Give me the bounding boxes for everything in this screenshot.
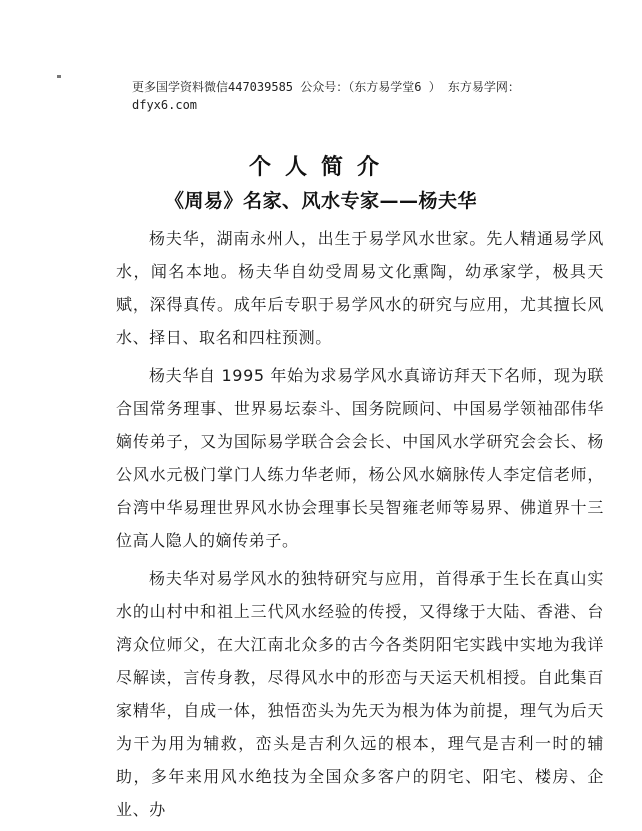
body-text <box>116 222 604 831</box>
header-note-line-1: 更多国学资料微信447039585 公众号：（东方易学堂6 ） 东方易学网： <box>132 80 520 94</box>
scan-mark <box>57 75 61 78</box>
header-note-line-2: dfyx6.com <box>132 98 198 112</box>
paragraph: 杨夫华，湖南永州人，出生于易学风水世家。先人精通易学风水，闻名本地。杨夫华自幼受周易文化熏陶，幼承家学，极具天赋，深得真传。成年后专职于易学风水的研究与应用，尤其擅长风水、择日、取名和四柱预测。 <box>116 229 604 347</box>
page-subtitle: 《周易》名家、风水专家——杨夫华 <box>164 190 477 212</box>
paragraph: 杨夫华对易学风水的独特研究与应用，首得承于生长在真山实水的山村中和祖上三代风水经验的传授，又得缘于大陆、香港、台湾众位师父，在大江南北众多的古今各类阴阳宅实践中实地为我详尽解读，言传身教，尽得风水中的形峦与天运天机相授。自此集百家精华，自成一体，独悟峦头为先天为根为体为前提，理气为后天为干为用为辅救，峦头是吉利久远的根本，理气是吉利一时的辅助，多年来用风水绝技为全国众多客户的阴宅、阳宅、楼房、企业、办 <box>116 569 604 819</box>
header-note <box>132 78 572 114</box>
paragraph: 杨夫华自 1995 年始为求易学风水真谛访拜天下名师，现为联合国常务理事、世界易坛泰斗、国务院顾问、中国易学领袖邵伟华嫡传弟子，又为国际易学联合会会长、中国风水学研究会会长、杨公风水元极门掌门人练力华老师，杨公风水嫡脉传人李定信老师，台湾中华易理世界风水协会理事长吴智雍老师等易界、佛道界十三位高人隐人的嫡传弟子。 <box>116 366 604 550</box>
page-title: 个人简介 <box>248 155 393 180</box>
